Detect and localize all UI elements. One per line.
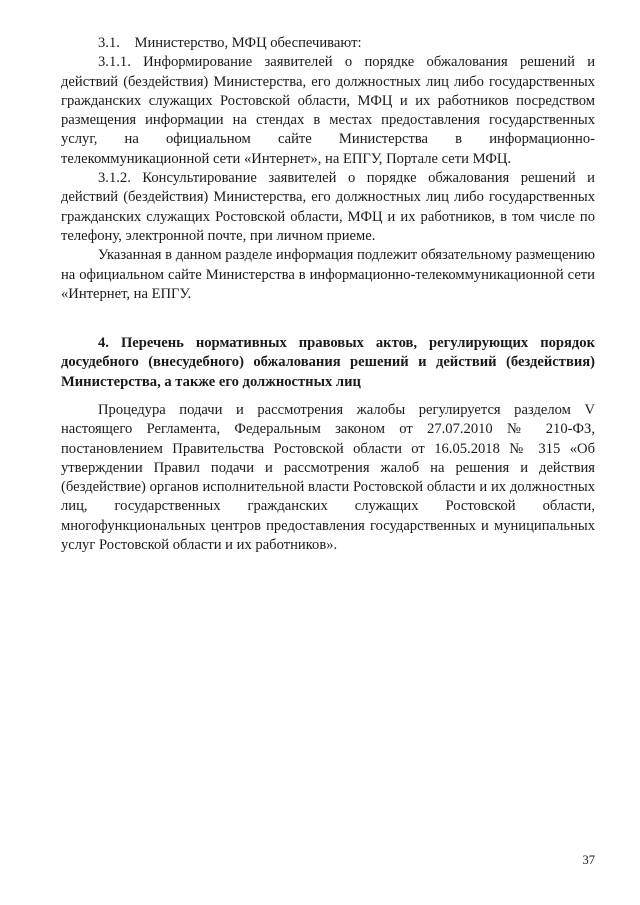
section-3-1-intro: 3.1. Министерство, МФЦ обеспечивают: <box>98 35 362 51</box>
section-4-heading: 4. Перечень нормативных правовых актов, регулирующих порядок досудебного (внесудебного) обжалования решений и действий (бездействия) Министерства, а также его должностных лиц <box>61 335 595 390</box>
section-3-1-1-paragraph: 3.1.1. Информирование заявителей о порядке обжалования решений и действий (бездействия) Министерства, его должностных лиц либо государственных гражданских служащих Ростовской области, МФЦ и их работников посредством размещения информации на стендах в местах предоставления государственных услуг, на официальном сайте Министерства в информационно-телекоммуникационной сети «Интернет», на ЕПГУ, Портале сети МФЦ. <box>61 54 595 167</box>
section-3-1-2-paragraph: 3.1.2. Консультирование заявителей о порядке обжалования решений и действий (бездействия) Министерства, его должностных лиц либо государственных гражданских служащих Ростовской области, МФЦ и их работников, в том числе по телефону, электронной почте, при личном приеме. <box>61 170 595 244</box>
section-4-block <box>61 401 595 555</box>
section-4-body-paragraph: Процедура подачи и рассмотрения жалобы регулируется разделом V настоящего Регламента, Федеральным законом от 27.07.2010 № 210-ФЗ, постановлением Правительства Ростовской области от 16.05.2018 № 315 «Об утверждении Правил подачи и рассмотрения жалоб на решения и действия (бездействие) органов исполнительной власти Ростовской области и их должностных лиц, государственных гражданских служащих Ростовской области, многофункциональных центров предоставления государственных и муниципальных услуг Ростовской области и их работников». <box>61 402 595 554</box>
page-number: 37 <box>582 853 595 867</box>
section-3-1-block <box>61 34 595 304</box>
section-3-1-note-paragraph: Указанная в данном разделе информация подлежит обязательному размещению на официальном сайте Министерства в информационно-телекоммуникационной сети «Интернет, на ЕПГУ. <box>61 247 595 302</box>
